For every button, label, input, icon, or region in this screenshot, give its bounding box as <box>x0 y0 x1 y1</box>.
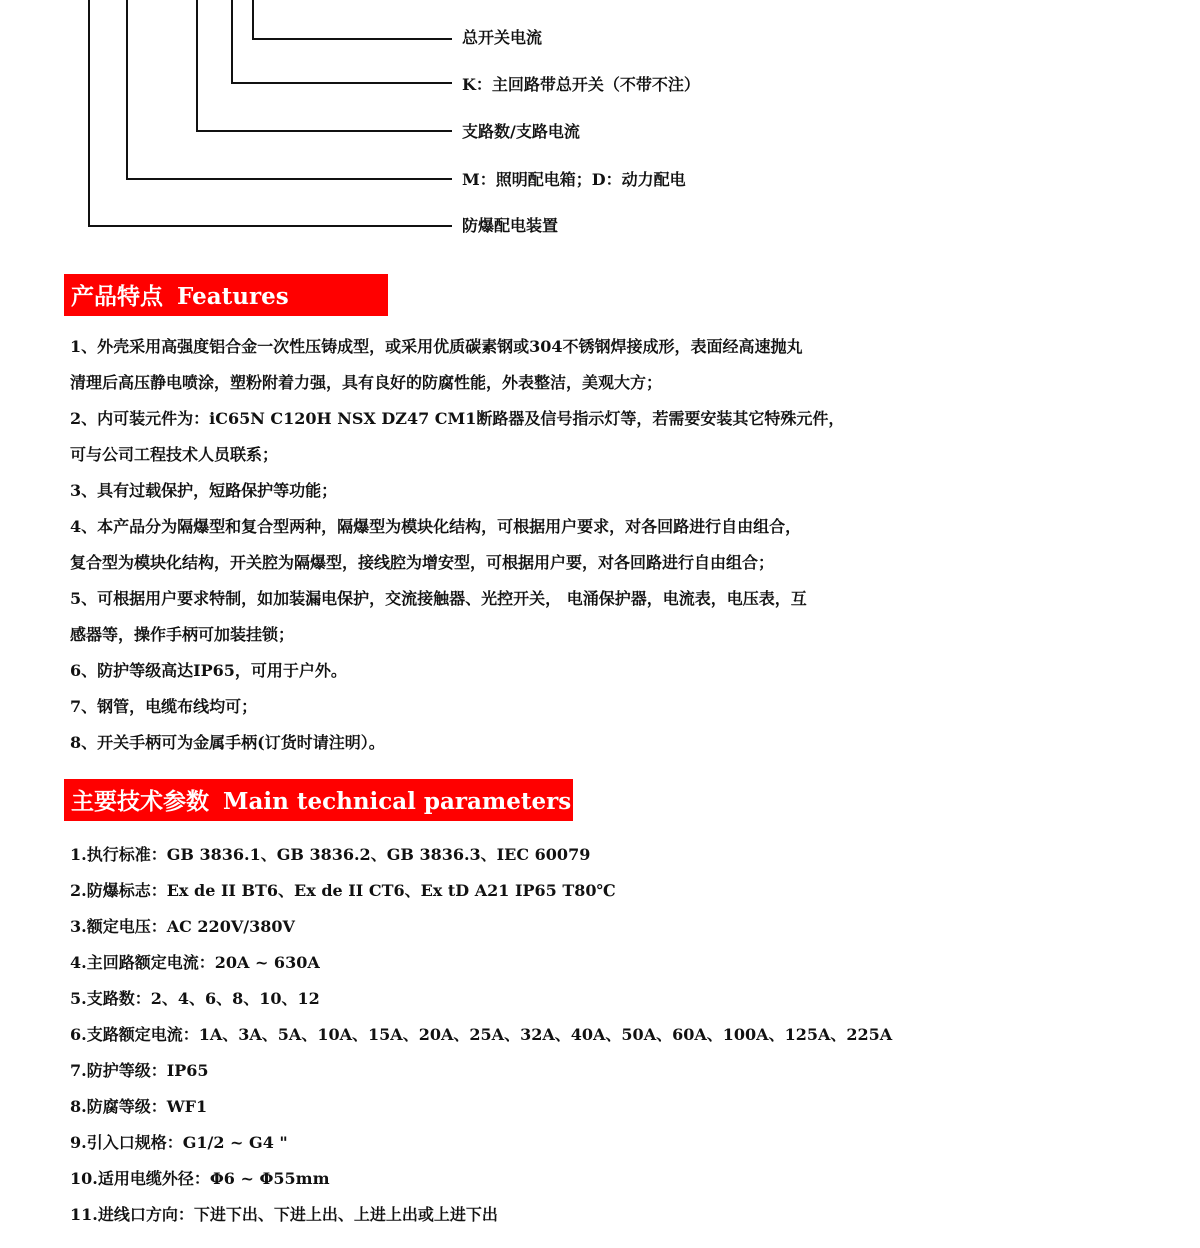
features-line: 2、内可装元件为：iC65N C120H NSX DZ47 CM1断路器及信号指示灯等，若需要安装其它特殊元件， <box>70 409 845 428</box>
features-line: 4、本产品分为隔爆型和复合型两种，隔爆型为模块化结构，可根据用户要求，对各回路进行自由组合， <box>70 517 802 536</box>
legend-box-type: M：照明配电箱；D：动力配电 <box>462 170 686 189</box>
features-line: 可与公司工程技术人员联系； <box>70 445 279 464</box>
connector-line-box-type <box>127 0 452 179</box>
legend-main-current: 总开关电流 <box>462 28 543 47</box>
features-line: 3、具有过载保护，短路保护等功能； <box>70 481 338 500</box>
features-line: 清理后高压静电喷涂，塑粉附着力强，具有良好的防腐性能，外表整洁，美观大方； <box>70 373 663 392</box>
connector-line-main-current <box>253 0 452 39</box>
params-header <box>64 779 573 821</box>
param-line: 5.支路数：2、4、6、8、10、12 <box>70 989 320 1008</box>
features-header <box>64 274 388 316</box>
legend-branch: 支路数/支路电流 <box>462 122 580 141</box>
param-line: 6.支路额定电流：1A、3A、5A、10A、15A、20A、25A、32A、40A、50A、60A、100A、125A、225A <box>70 1025 893 1044</box>
connector-line-device <box>89 0 452 226</box>
params-title-zh: 主要技术参数 <box>71 788 209 815</box>
params-title-en: Main technical parameters <box>223 788 572 815</box>
model-code-diagram <box>0 0 1200 250</box>
model-code-lines <box>0 0 1200 250</box>
param-line: 8.防腐等级：WF1 <box>70 1097 208 1116</box>
features-line: 1、外壳采用高强度铝合金一次性压铸成型，或采用优质碳素钢或304不锈钢焊接成形，表面经高速抛丸 <box>70 337 803 356</box>
param-line: 4.主回路额定电流：20A ~ 630A <box>70 953 320 972</box>
features-line: 5、可根据用户要求特制，如加装漏电保护，交流接触器、光控开关， 电涌保护器，电流表，电压表，互 <box>70 589 807 608</box>
param-line: 3.额定电压：AC 220V/380V <box>70 917 295 936</box>
param-line: 9.引入口规格：G1/2 ~ G4 " <box>70 1133 288 1152</box>
param-line: 2.防爆标志：Ex de II BT6、Ex de II CT6、Ex tD A21 IP65 T80℃ <box>70 881 616 900</box>
param-line: 10.适用电缆外径：Φ6 ~ Φ55mm <box>70 1169 330 1188</box>
param-line: 11.进线口方向：下进下出、下进上出、上进上出或上进下出 <box>70 1205 498 1224</box>
legend-device: 防爆配电装置 <box>462 216 559 235</box>
features-title-en: Features <box>177 283 289 310</box>
features-line: 6、防护等级高达IP65，可用于户外。 <box>70 661 347 680</box>
legend-main-switch: K：主回路带总开关（不带不注） <box>462 75 700 94</box>
param-line: 1.执行标准：GB 3836.1、GB 3836.2、GB 3836.3、IEC 60079 <box>70 845 591 864</box>
features-line: 8、开关手柄可为金属手柄(订货时请注明）。 <box>70 733 385 752</box>
features-line: 7、钢管，电缆布线均可； <box>70 697 258 716</box>
features-line: 复合型为模块化结构，开关腔为隔爆型，接线腔为增安型，可根据用户要，对各回路进行自由组合； <box>70 553 775 572</box>
connector-line-branch <box>197 0 452 131</box>
features-line: 感器等，操作手柄可加装挂锁； <box>70 625 295 644</box>
param-line: 7.防护等级：IP65 <box>70 1061 209 1080</box>
features-title-zh: 产品特点 <box>71 283 163 310</box>
connector-line-main-switch <box>232 0 452 83</box>
